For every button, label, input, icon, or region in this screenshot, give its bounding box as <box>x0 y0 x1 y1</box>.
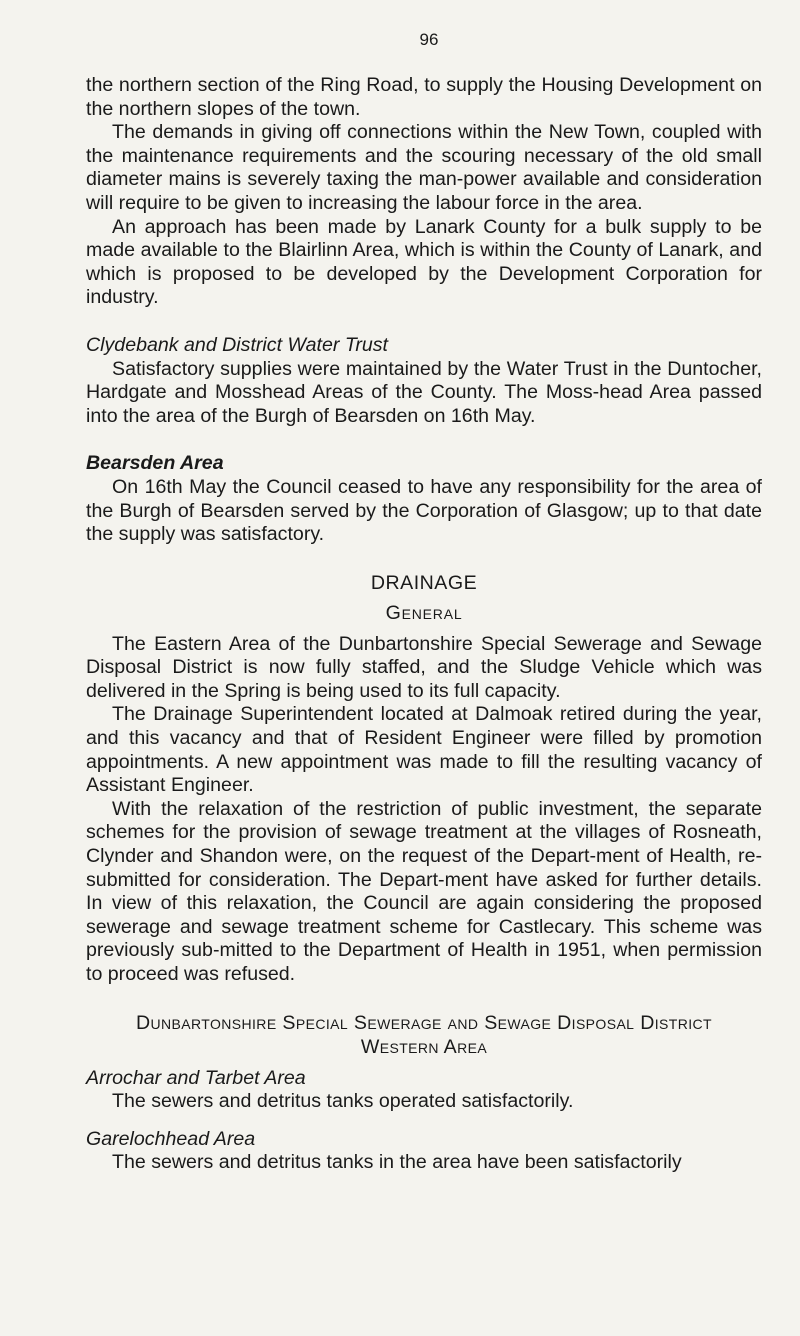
district-heading-line2: Western Area <box>360 1035 488 1058</box>
arrochar-paragraph: The sewers and detritus tanks operated satisfactorily. <box>112 1090 574 1113</box>
drainage-paragraph: With the relaxation of the restriction of public investment, the separate schemes for the provision of sewage treatment at the villages of Rosneath, Clynder and Shandon were, on the request of the Depart-ment of Health, re-submitted for consideration. The Depart-ment have asked for further details. In view of this relaxation, the Council are again considering the proposed sewerage and sewage treatment scheme for Castlecary. This scheme was previously sub-mitted to the Department of Health in 1951, when permission to proceed was refused. <box>86 797 762 985</box>
clydebank-paragraph: Satisfactory supplies were maintained by the Water Trust in the Duntocher, Hardgate and Mosshead Areas of the County. The Moss-head Area passed into the area of the Burgh of Bearsden on 16th May. <box>86 357 762 427</box>
intro-paragraph: An approach has been made by Lanark County for a bulk supply to be made available to the Blairlinn Area, which is within the County of Lanark, and which is proposed to be developed by the Development Corporation for industry. <box>86 215 762 309</box>
bearsden-heading: Bearsden Area <box>86 452 224 475</box>
intro-paragraph: the northern section of the Ring Road, to supply the Housing Development on the northern slopes of the town. <box>86 74 762 120</box>
drainage-subtitle: General <box>385 601 463 624</box>
arrochar-section <box>86 1090 762 1114</box>
bearsden-paragraph: On 16th May the Council ceased to have any responsibility for the area of the Burgh of Bearsden served by the Corporation of Glasgow; up to that date the supply was satisfactory. <box>86 475 762 546</box>
drainage-paragraph: The Drainage Superintendent located at Dalmoak retired during the year, and this vacancy and that of Resident Engineer were filled by promotion appointments. A new appointment was made to fill the resulting vacancy of Assistant Engineer. <box>86 703 762 797</box>
clydebank-section <box>86 358 762 429</box>
garelochhead-paragraph: The sewers and detritus tanks in the area have been satisfactorily <box>112 1151 682 1174</box>
intro-paragraph: The demands in giving off connections within the New Town, coupled with the maintenance requirements and the scouring necessary of the old small diameter mains is severely taxing the man-power available and consideration will require to be given to increasing the labour force in the area. <box>86 121 762 214</box>
garelochhead-heading: Garelochhead Area <box>86 1127 256 1150</box>
garelochhead-section <box>86 1151 762 1175</box>
arrochar-heading: Arrochar and Tarbet Area <box>86 1066 306 1089</box>
clydebank-heading: Clydebank and District Water Trust <box>86 333 388 356</box>
page-number: 96 <box>419 30 439 49</box>
intro-section <box>86 74 762 310</box>
district-heading-line1: Dunbartonshire Special Sewerage and Sewage Disposal District <box>135 1011 713 1034</box>
district-heading <box>86 1011 762 1059</box>
bearsden-section <box>86 476 762 547</box>
drainage-section <box>86 633 762 987</box>
drainage-title: DRAINAGE <box>370 571 478 594</box>
drainage-paragraph: The Eastern Area of the Dunbartonshire Special Sewerage and Sewage Disposal District is now fully staffed, and the Sludge Vehicle which was delivered in the Spring is being used to its full capacity. <box>86 632 762 702</box>
